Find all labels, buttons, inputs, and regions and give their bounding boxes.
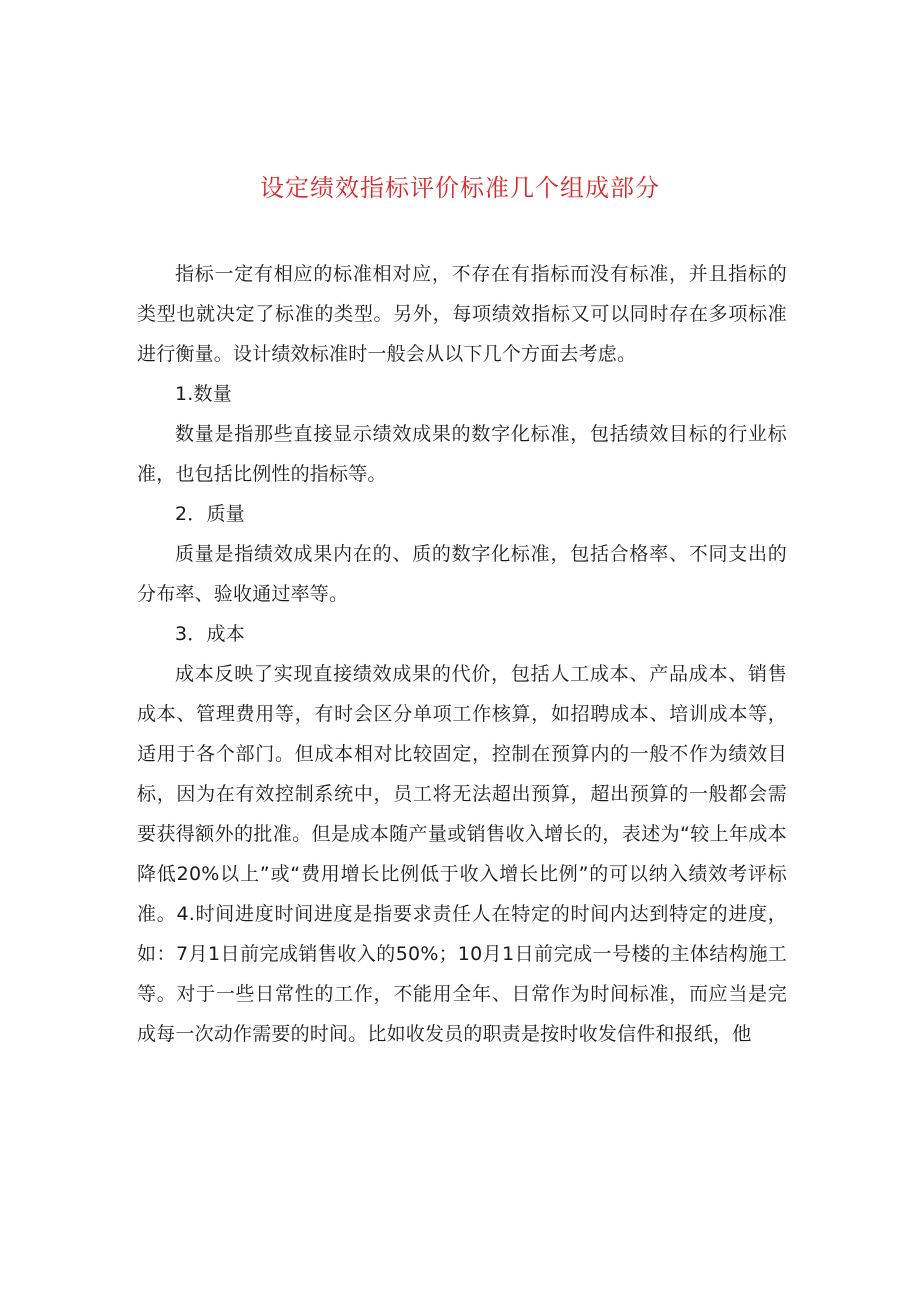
section-heading-cost: 3．成本 bbox=[175, 623, 245, 645]
quantity-paragraph: 数量是指那些直接显示绩效成果的数字化标准，包括绩效目标的行业标准，也包括比例性的指标等。 bbox=[137, 423, 787, 485]
cost-paragraph: 成本反映了实现直接绩效成果的代价，包括人工成本、产品成本、销售成本、管理费用等，有时会区分单项工作核算，如招聘成本、培训成本等，适用于各个部门。但成本相对比较固定，控制在预算内的一般不作为绩效目标，因为在有效控制系统中，员工将无法超出预算，超出预算的一般都会需要获得额外的批准。但是成本随产量或销售收入增长的，表述为“较上年成本降低20%以上”或“费用增长比例低于收入增长比例”的可以纳入绩效考评标准。4.时间进度时间进度是指要求责任人在特定的时间内达到特定的进度，如：7月1日前完成销售收入的50%；10月1日前完成一号楼的主体结构施工等。对于一些日常性的工作，不能用全年、日常作为时间标准，而应当是完成每一次动作需要的时间。比如收发员的职责是按时收发信件和报纸，他 bbox=[137, 663, 787, 1045]
intro-paragraph: 指标一定有相应的标准相对应，不存在有指标而没有标准，并且指标的类型也就决定了标准的类型。另外，每项绩效指标又可以同时存在多项标准进行衡量。设计绩效标准时一般会从以下几个方面去考虑。 bbox=[137, 263, 787, 365]
section-heading-quality: 2．质量 bbox=[175, 503, 245, 525]
section-heading-quantity: 1.数量 bbox=[175, 383, 232, 405]
quality-paragraph: 质量是指绩效成果内在的、质的数字化标准，包括合格率、不同支出的分布率、验收通过率等。 bbox=[137, 543, 787, 605]
document-body bbox=[137, 254, 787, 1054]
document-title: 设定绩效指标评价标准几个组成部分 bbox=[260, 174, 660, 202]
